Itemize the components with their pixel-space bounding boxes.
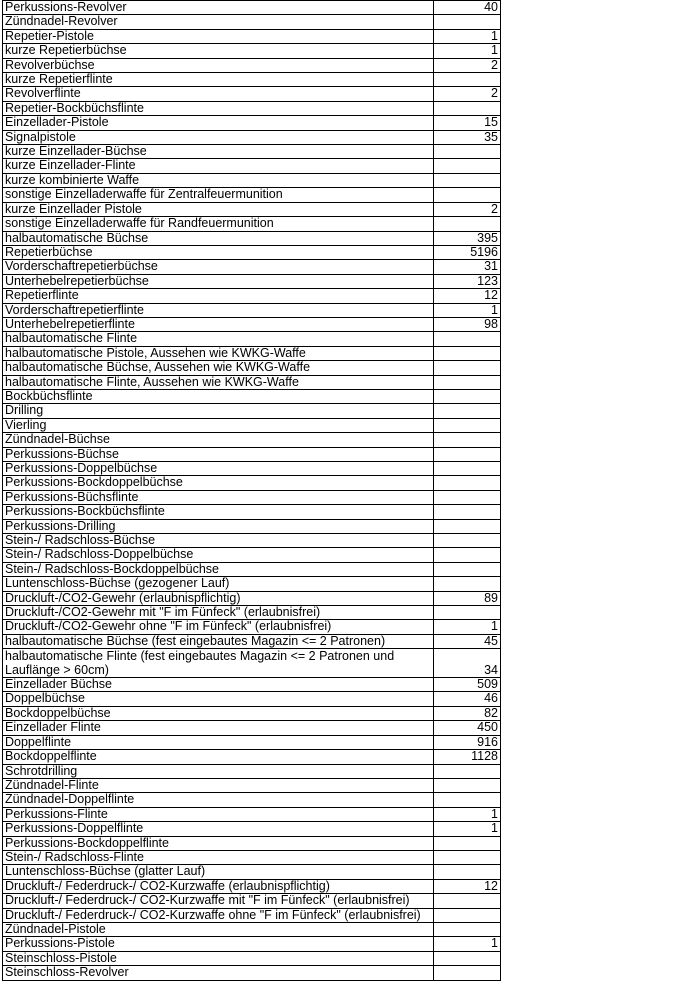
weapon-type-cell: kurze kombinierte Waffe bbox=[3, 173, 434, 187]
table-row bbox=[3, 620, 501, 634]
table-row bbox=[3, 418, 501, 432]
weapon-type-cell: Repetier-Bockbüchsflinte bbox=[3, 101, 434, 115]
count-cell: 5196 bbox=[434, 245, 501, 259]
table-row bbox=[3, 908, 501, 922]
table-row bbox=[3, 634, 501, 648]
count-cell: 98 bbox=[434, 317, 501, 331]
count-cell: 509 bbox=[434, 678, 501, 692]
weapon-type-cell: halbautomatische Büchse (fest eingebautes Magazin <= 2 Patronen) bbox=[3, 634, 434, 648]
weapon-type-cell: Steinschloss-Pistole bbox=[3, 951, 434, 965]
weapon-type-cell: halbautomatische Flinte bbox=[3, 332, 434, 346]
table-row bbox=[3, 534, 501, 548]
table-row bbox=[3, 548, 501, 562]
weapon-type-cell: halbautomatische Flinte (fest eingebautes Magazin <= 2 Patronen und Lauflänge > 60cm) bbox=[3, 649, 434, 678]
weapon-type-cell: Druckluft-/ Federdruck-/ CO2-Kurzwaffe ohne "F im Fünfeck" (erlaubnisfrei) bbox=[3, 908, 434, 922]
weapon-type-cell: Perkussions-Flinte bbox=[3, 807, 434, 821]
weapon-type-cell: Zündnadel-Flinte bbox=[3, 778, 434, 792]
weapon-type-cell: Perkussions-Büchsflinte bbox=[3, 490, 434, 504]
count-cell: 2 bbox=[434, 87, 501, 101]
table-row bbox=[3, 116, 501, 130]
table-row bbox=[3, 361, 501, 375]
count-cell: 31 bbox=[434, 260, 501, 274]
count-cell bbox=[434, 361, 501, 375]
table-row bbox=[3, 606, 501, 620]
table-row bbox=[3, 274, 501, 288]
count-cell bbox=[434, 476, 501, 490]
weapon-type-cell: Zündnadel-Revolver bbox=[3, 15, 434, 29]
count-cell bbox=[434, 562, 501, 576]
count-cell: 1128 bbox=[434, 750, 501, 764]
count-cell: 450 bbox=[434, 721, 501, 735]
count-cell: 1 bbox=[434, 44, 501, 58]
table-row bbox=[3, 951, 501, 965]
weapon-type-cell: halbautomatische Büchse, Aussehen wie KWKG-Waffe bbox=[3, 361, 434, 375]
count-cell bbox=[434, 447, 501, 461]
table-row bbox=[3, 577, 501, 591]
table-row bbox=[3, 260, 501, 274]
count-cell bbox=[434, 606, 501, 620]
weapon-type-cell: Druckluft-/CO2-Gewehr ohne "F im Fünfeck" (erlaubnisfrei) bbox=[3, 620, 434, 634]
weapon-type-cell: Perkussions-Bockdoppelflinte bbox=[3, 836, 434, 850]
count-cell bbox=[434, 764, 501, 778]
weapon-type-cell: Perkussions-Bockbüchsflinte bbox=[3, 505, 434, 519]
table-row bbox=[3, 735, 501, 749]
weapon-type-cell: Perkussions-Revolver bbox=[3, 1, 434, 15]
weapon-type-cell: Steinschloss-Revolver bbox=[3, 966, 434, 980]
count-cell bbox=[434, 951, 501, 965]
count-cell: 1 bbox=[434, 620, 501, 634]
weapon-type-cell: Repetier-Pistole bbox=[3, 29, 434, 43]
count-cell: 89 bbox=[434, 591, 501, 605]
count-cell bbox=[434, 346, 501, 360]
count-cell: 15 bbox=[434, 116, 501, 130]
count-cell bbox=[434, 490, 501, 504]
count-cell bbox=[434, 418, 501, 432]
count-cell bbox=[434, 375, 501, 389]
count-cell bbox=[434, 73, 501, 87]
weapon-type-cell: Stein-/ Radschloss-Bockdoppelbüchse bbox=[3, 562, 434, 576]
weapon-type-cell: Einzellader Büchse bbox=[3, 678, 434, 692]
count-cell bbox=[434, 908, 501, 922]
weapon-type-cell: Vierling bbox=[3, 418, 434, 432]
count-cell bbox=[434, 850, 501, 864]
weapon-type-cell: Zündnadel-Doppelflinte bbox=[3, 793, 434, 807]
table-row bbox=[3, 764, 501, 778]
table-row bbox=[3, 202, 501, 216]
table-row bbox=[3, 44, 501, 58]
count-cell bbox=[434, 836, 501, 850]
weapon-type-cell: Stein-/ Radschloss-Büchse bbox=[3, 534, 434, 548]
count-cell: 916 bbox=[434, 735, 501, 749]
weapon-type-cell: sonstige Einzelladerwaffe für Zentralfeuermunition bbox=[3, 188, 434, 202]
table-row bbox=[3, 159, 501, 173]
weapon-type-cell: Perkussions-Doppelflinte bbox=[3, 822, 434, 836]
table-row bbox=[3, 462, 501, 476]
table-row bbox=[3, 750, 501, 764]
weapon-type-cell: Bockbüchsflinte bbox=[3, 389, 434, 403]
weapon-type-cell: Revolverflinte bbox=[3, 87, 434, 101]
weapon-type-cell: Repetierbüchse bbox=[3, 245, 434, 259]
count-cell: 1 bbox=[434, 29, 501, 43]
count-cell bbox=[434, 15, 501, 29]
table-row bbox=[3, 836, 501, 850]
table-row bbox=[3, 145, 501, 159]
count-cell: 2 bbox=[434, 202, 501, 216]
table-row bbox=[3, 87, 501, 101]
count-cell bbox=[434, 462, 501, 476]
weapon-type-cell: Vorderschaftrepetierbüchse bbox=[3, 260, 434, 274]
table-row bbox=[3, 217, 501, 231]
table-row bbox=[3, 317, 501, 331]
table-row bbox=[3, 389, 501, 403]
weapon-type-cell: Bockdoppelflinte bbox=[3, 750, 434, 764]
table-body bbox=[3, 1, 501, 981]
weapon-type-cell: Druckluft-/ Federdruck-/ CO2-Kurzwaffe (erlaubnispflichtig) bbox=[3, 879, 434, 893]
weapon-type-cell: Revolverbüchse bbox=[3, 58, 434, 72]
weapon-type-cell: Einzellader-Pistole bbox=[3, 116, 434, 130]
weapon-type-cell: Druckluft-/CO2-Gewehr (erlaubnispflichtig) bbox=[3, 591, 434, 605]
weapon-type-cell: Perkussions-Bockdoppelbüchse bbox=[3, 476, 434, 490]
table-row bbox=[3, 303, 501, 317]
table-row bbox=[3, 850, 501, 864]
weapon-type-cell: Luntenschloss-Büchse (glatter Lauf) bbox=[3, 865, 434, 879]
table-row bbox=[3, 1, 501, 15]
weapon-type-cell: kurze Repetierbüchse bbox=[3, 44, 434, 58]
table-row bbox=[3, 130, 501, 144]
weapon-type-cell: Stein-/ Radschloss-Flinte bbox=[3, 850, 434, 864]
count-cell bbox=[434, 793, 501, 807]
count-cell: 82 bbox=[434, 706, 501, 720]
count-cell bbox=[434, 505, 501, 519]
table-row bbox=[3, 15, 501, 29]
table-row bbox=[3, 562, 501, 576]
count-cell: 123 bbox=[434, 274, 501, 288]
weapon-type-cell: kurze Einzellader-Flinte bbox=[3, 159, 434, 173]
table-row bbox=[3, 937, 501, 951]
count-cell: 12 bbox=[434, 879, 501, 893]
table-row bbox=[3, 591, 501, 605]
table-row bbox=[3, 721, 501, 735]
weapon-type-cell: Perkussions-Drilling bbox=[3, 519, 434, 533]
table-row bbox=[3, 519, 501, 533]
count-cell bbox=[434, 217, 501, 231]
count-cell: 1 bbox=[434, 822, 501, 836]
table-row bbox=[3, 490, 501, 504]
count-cell bbox=[434, 534, 501, 548]
table-row bbox=[3, 778, 501, 792]
count-cell bbox=[434, 966, 501, 980]
table-row bbox=[3, 73, 501, 87]
weapon-type-cell: Unterhebelrepetierbüchse bbox=[3, 274, 434, 288]
weapon-type-cell: halbautomatische Büchse bbox=[3, 231, 434, 245]
table-row bbox=[3, 173, 501, 187]
weapon-type-cell: Unterhebelrepetierflinte bbox=[3, 317, 434, 331]
count-cell bbox=[434, 433, 501, 447]
weapon-type-cell: Doppelbüchse bbox=[3, 692, 434, 706]
count-cell: 45 bbox=[434, 634, 501, 648]
table-row bbox=[3, 922, 501, 936]
weapon-type-cell: Signalpistole bbox=[3, 130, 434, 144]
weapon-type-cell: Bockdoppelbüchse bbox=[3, 706, 434, 720]
table-row bbox=[3, 433, 501, 447]
table-row bbox=[3, 289, 501, 303]
weapon-type-cell: Schrotdrilling bbox=[3, 764, 434, 778]
table-row bbox=[3, 245, 501, 259]
weapon-type-cell: Doppelflinte bbox=[3, 735, 434, 749]
weapon-type-cell: halbautomatische Flinte, Aussehen wie KWKG-Waffe bbox=[3, 375, 434, 389]
weapon-type-cell: kurze Einzellader-Büchse bbox=[3, 145, 434, 159]
table-row bbox=[3, 188, 501, 202]
table-row bbox=[3, 375, 501, 389]
count-cell bbox=[434, 332, 501, 346]
weapon-count-table bbox=[2, 0, 501, 981]
count-cell bbox=[434, 548, 501, 562]
count-cell bbox=[434, 145, 501, 159]
count-cell bbox=[434, 159, 501, 173]
table-row bbox=[3, 101, 501, 115]
count-cell: 1 bbox=[434, 807, 501, 821]
count-cell bbox=[434, 188, 501, 202]
table-row bbox=[3, 865, 501, 879]
count-cell bbox=[434, 519, 501, 533]
table-row bbox=[3, 505, 501, 519]
count-cell bbox=[434, 404, 501, 418]
weapon-type-cell: Perkussions-Büchse bbox=[3, 447, 434, 461]
weapon-type-cell: Einzellader Flinte bbox=[3, 721, 434, 735]
table-row bbox=[3, 58, 501, 72]
weapon-type-cell: Repetierflinte bbox=[3, 289, 434, 303]
table-row bbox=[3, 793, 501, 807]
table-row bbox=[3, 332, 501, 346]
table-row bbox=[3, 678, 501, 692]
table-row bbox=[3, 476, 501, 490]
count-cell: 12 bbox=[434, 289, 501, 303]
table-row bbox=[3, 966, 501, 980]
table-row bbox=[3, 894, 501, 908]
count-cell: 2 bbox=[434, 58, 501, 72]
table-row bbox=[3, 807, 501, 821]
weapon-type-cell: Perkussions-Pistole bbox=[3, 937, 434, 951]
count-cell: 34 bbox=[434, 649, 501, 678]
weapon-type-cell: Druckluft-/ Federdruck-/ CO2-Kurzwaffe mit "F im Fünfeck" (erlaubnisfrei) bbox=[3, 894, 434, 908]
table-row bbox=[3, 404, 501, 418]
table-row bbox=[3, 706, 501, 720]
table-row bbox=[3, 822, 501, 836]
weapon-type-cell: Perkussions-Doppelbüchse bbox=[3, 462, 434, 476]
table-row bbox=[3, 231, 501, 245]
count-cell: 1 bbox=[434, 303, 501, 317]
count-cell bbox=[434, 173, 501, 187]
weapon-type-cell: halbautomatische Pistole, Aussehen wie KWKG-Waffe bbox=[3, 346, 434, 360]
weapon-type-cell: Luntenschloss-Büchse (gezogener Lauf) bbox=[3, 577, 434, 591]
count-cell bbox=[434, 389, 501, 403]
weapon-type-cell: kurze Einzellader Pistole bbox=[3, 202, 434, 216]
count-cell bbox=[434, 894, 501, 908]
weapon-type-cell: Druckluft-/CO2-Gewehr mit "F im Fünfeck" (erlaubnisfrei) bbox=[3, 606, 434, 620]
count-cell bbox=[434, 865, 501, 879]
count-cell bbox=[434, 577, 501, 591]
table-row bbox=[3, 346, 501, 360]
weapon-type-cell: Drilling bbox=[3, 404, 434, 418]
weapon-type-cell: Stein-/ Radschloss-Doppelbüchse bbox=[3, 548, 434, 562]
count-cell: 46 bbox=[434, 692, 501, 706]
count-cell: 40 bbox=[434, 1, 501, 15]
count-cell bbox=[434, 778, 501, 792]
weapon-type-cell: sonstige Einzelladerwaffe für Randfeuermunition bbox=[3, 217, 434, 231]
table-row bbox=[3, 29, 501, 43]
weapon-type-cell: kurze Repetierflinte bbox=[3, 73, 434, 87]
count-cell: 35 bbox=[434, 130, 501, 144]
table-row bbox=[3, 879, 501, 893]
weapon-type-cell: Vorderschaftrepetierflinte bbox=[3, 303, 434, 317]
count-cell bbox=[434, 101, 501, 115]
weapon-type-cell: Zündnadel-Büchse bbox=[3, 433, 434, 447]
weapon-type-cell: Zündnadel-Pistole bbox=[3, 922, 434, 936]
table-row bbox=[3, 692, 501, 706]
count-cell: 1 bbox=[434, 937, 501, 951]
count-cell: 395 bbox=[434, 231, 501, 245]
table-row bbox=[3, 649, 501, 678]
table-row bbox=[3, 447, 501, 461]
count-cell bbox=[434, 922, 501, 936]
